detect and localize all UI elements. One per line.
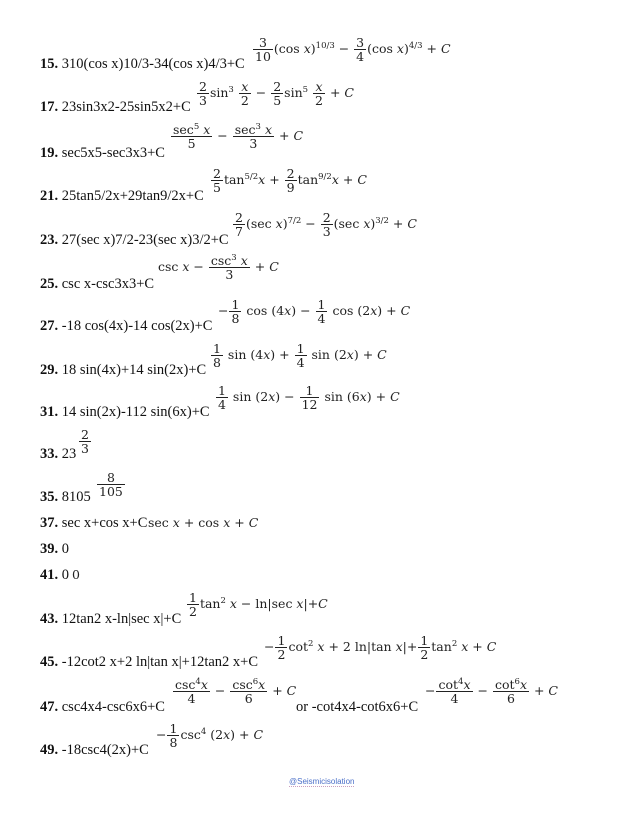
answer-25: 25. csc x-csc3x3+C	[40, 276, 155, 292]
answer-19: 19. sec5x5-sec3x3+C	[40, 145, 165, 161]
equation-25-image: csc x − $\frac{\csc^3 x}{3}$ + C	[158, 253, 279, 283]
watermark: @Seismicisolation	[289, 777, 355, 786]
equation-35-image: $\frac{8}{105}$	[99, 470, 123, 500]
equation-19-image: $\frac{\sec^5 x}{5}$ − $\frac{\sec^3 x}{3}$ + C	[173, 122, 304, 152]
equation-49-image: − $\frac{1}{8}$ $\csc^4 (2x) + C$	[156, 721, 264, 751]
answer-29: 29. 18 sin(4x)+14 sin(2x)+C	[40, 362, 207, 378]
answer-43: 43. 12tan2 x-ln|sec x|+C	[40, 611, 182, 627]
equation-37-image: sec x + cos x + C	[148, 515, 259, 530]
equation-47b-image: − $\frac{\cot^4x}{4}$ − $\frac{\cot^6x}{6}$ + C	[425, 677, 558, 707]
answer-21: 21. 25tan5/2x+29tan9/2x+C	[40, 188, 204, 204]
answer-27: 27. -18 cos(4x)-14 cos(2x)+C	[40, 318, 213, 334]
equation-45-image: − $\frac{1}{2}$ $\cot^2 x + 2$ ln|tan x|+ $\frac{1}{2}$ $\tan^2 x + C$	[264, 633, 497, 663]
answer-45: 45. -12cot2 x+2 ln|tan x|+12tan2 x+C	[40, 654, 259, 670]
answer-47-alternative: or -cot4x4-cot6x6+C	[296, 699, 419, 715]
equation-29-image: $\frac{1}{8}$ sin (4x) + $\frac{1}{4}$ sin (2x) + C	[213, 341, 387, 371]
equation-47a-image: $\frac{\csc^4x}{4}$ − $\frac{\csc^6x}{6}$ + C	[175, 677, 297, 707]
equation-17-image: $\frac{2}{3}$ $\sin^3$ $\frac{x}{2}$ − $\frac{2}{5}$ $\sin^5$ $\frac{x}{2}$ + C	[199, 79, 354, 109]
answer-23: 23. 27(sec x)7/2-23(sec x)3/2+C	[40, 232, 229, 248]
answer-41: 41. 0	[40, 567, 69, 583]
equation-43-image: $\frac{1}{2}$ $\tan^2 x - \ln|\sec$ x|+C	[189, 590, 328, 620]
answer-15: 15. 310(cos x)10/3-34(cos x)4/3+C	[40, 56, 245, 72]
answer-17: 17. 23sin3x2-25sin5x2+C	[40, 99, 191, 115]
equation-41-image: 0	[72, 567, 80, 582]
answer-33: 33. 23	[40, 446, 77, 462]
equation-33-image: $\frac{2}{3}$	[81, 427, 89, 457]
equation-23-image: $\frac{2}{7}$ (sec x)$^{7/2}$ − $\frac{2}{3}$ (sec x)$^{3/2}$ + C	[235, 210, 417, 240]
equation-31-image: $\frac{1}{4}$ sin (2x) − $\frac{1}{12}$ sin (6x) + C	[218, 383, 400, 413]
answer-37: 37. sec x+cos x+C	[40, 515, 148, 531]
equation-27-image: − $\frac{1}{8}$ cos (4x) − $\frac{1}{4}$ cos (2x) + C	[218, 297, 411, 327]
equation-21-image: $\frac{2}{5}$ $\tan^{5/2}x$ + $\frac{2}{9}$ $\tan^{9/2}x + C$	[213, 166, 367, 196]
answer-39: 39. 0	[40, 541, 69, 557]
equation-15-image: $\frac{3}{10}$ (cos x)$^{10/3}$ − $\frac{3}{4}$ (cos x)$^{4/3}$ + C	[255, 35, 451, 65]
answer-47: 47. csc4x4-csc6x6+C	[40, 699, 165, 715]
answer-49: 49. -18csc4(2x)+C	[40, 742, 149, 758]
answer-35: 35. 8105	[40, 489, 91, 505]
answer-31: 31. 14 sin(2x)-112 sin(6x)+C	[40, 404, 210, 420]
